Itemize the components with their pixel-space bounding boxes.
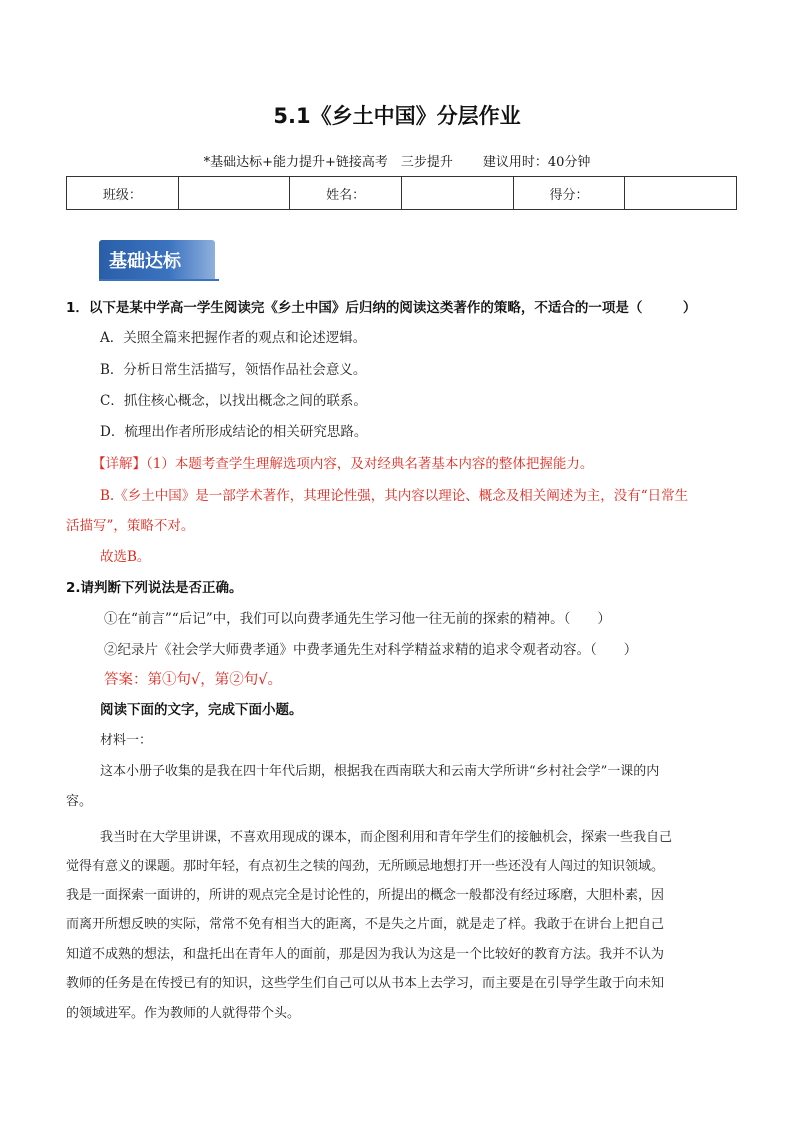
passage-line: 我当时在大学里讲课，不喜欢用现成的课本，而企图利用和青年学生们的接触机会，探索一些我自己 xyxy=(100,830,673,845)
passage-line: 而离开所想反映的实际，常常不免有相当大的距离，不是失之片面，就是走了样。我敢于在讲台上把自己 xyxy=(66,917,665,932)
score-field[interactable] xyxy=(625,177,737,210)
passage-line: 教师的任务是在传授已有的知识，这些学生们自己可以从书本上去学习，而主要是在引导学生敢于向未知 xyxy=(66,976,665,991)
q1-answer: 故选B。 xyxy=(100,549,151,565)
q1-detail-line-1: 【详解】（1）本题考查学生理解选项内容，及对经典名著基本内容的整体把握能力。 xyxy=(92,456,594,472)
q2-stem: 2.请判断下列说法是否正确。 xyxy=(66,580,243,596)
q1-stem: 1．以下是某中学高一学生阅读完《乡土中国》后归纳的阅读这类著作的策略，不适合的一项是（ ） xyxy=(66,300,697,316)
passage-line: 这本小册子收集的是我在四十年代后期，根据我在西南联大和云南大学所讲“乡村社会学”一课的内 xyxy=(100,764,660,779)
score-label: 得分： xyxy=(513,177,625,210)
section-banner xyxy=(99,240,215,280)
name-label: 姓名： xyxy=(290,177,402,210)
passage-line: 知道不成熟的想法，和盘托出在青年人的面前，那是因为我认为这是一个比较好的教育方法。我并不认为 xyxy=(66,947,665,962)
q1-option-c: C．抓住核心概念，以找出概念之间的联系。 xyxy=(100,393,367,409)
q2-answer: 答案：第①句√，第②句√。 xyxy=(104,672,282,688)
class-label: 班级： xyxy=(67,177,179,210)
passage-line: 觉得有意义的课题。那时年轻，有点初生之犊的闯劲，无所顾忌地想打开一些还没有人闯过的知识领域。 xyxy=(66,859,665,874)
class-field[interactable] xyxy=(178,177,290,210)
material-label: 材料一： xyxy=(100,733,153,748)
q1-option-a: A．关照全篇来把握作者的观点和论述逻辑。 xyxy=(100,330,367,346)
q1-option-b: B．分析日常生活描写，领悟作品社会意义。 xyxy=(100,362,367,378)
subtitle xyxy=(0,151,794,170)
subtitle-time: 建议用时：40分钟 xyxy=(482,155,591,170)
subtitle-steps: *基础达标+能力提升+链接高考 三步提升 xyxy=(203,155,453,170)
q2-item-2: ②纪录片《社会学大师费孝通》中费孝通先生对科学精益求精的追求令观者动容。（ ） xyxy=(104,642,638,658)
page-title: 5.1《乡土中国》分层作业 xyxy=(273,104,521,128)
passage-line: 的领域进军。作为教师的人就得带个头。 xyxy=(66,1006,301,1021)
q1-option-d: D．梳理出作者所形成结论的相关研究思路。 xyxy=(100,424,368,440)
section-divider xyxy=(99,279,219,281)
reading-instruction: 阅读下面的文字，完成下面小题。 xyxy=(100,702,303,718)
passage-line: 容。 xyxy=(66,794,93,809)
q2-item-1: ①在“前言”“后记”中，我们可以向费孝通先生学习他一往无前的探索的精神。（ ） xyxy=(104,611,611,627)
q1-detail-line-3: 活描写”，策略不对。 xyxy=(66,518,195,534)
name-field[interactable] xyxy=(401,177,513,210)
passage-line: 我是一面探索一面讲的，所讲的观点完全是讨论性的，所提出的概念一般都没有经过琢磨，大胆朴素，因 xyxy=(66,888,665,903)
section-banner-label: 基础达标 xyxy=(109,251,181,272)
q1-detail-line-2: B.《乡土中国》是一部学术著作，其理论性强，其内容以理论、概念及相关阐述为主，没有“日常生 xyxy=(100,488,689,504)
info-table xyxy=(66,176,737,210)
